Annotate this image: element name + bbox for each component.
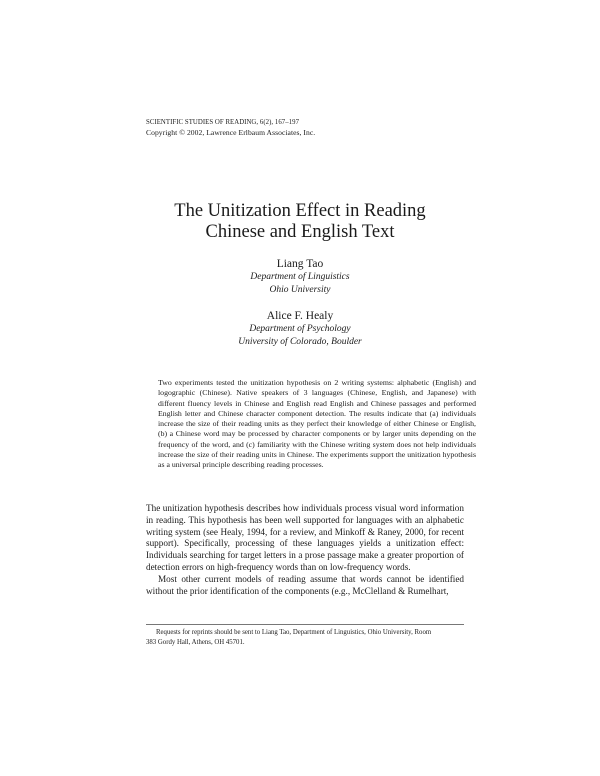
- body-text: [146, 503, 464, 597]
- journal-citation: SCIENTIFIC STUDIES OF READING, 6(2), 167–197: [146, 119, 300, 126]
- footnote: [146, 628, 468, 647]
- journal-header: [146, 118, 466, 138]
- author-department: Department of Psychology: [249, 324, 351, 334]
- footnote-line-1: Requests for reprints should be sent to Liang Tao, Department of Linguistics, Ohio University, Room: [156, 629, 432, 636]
- copyright-notice: Copyright © 2002, Lawrence Erlbaum Associates, Inc.: [146, 128, 316, 137]
- footnote-divider: [146, 624, 464, 625]
- author-department: Department of Linguistics: [250, 272, 350, 282]
- title-line-2: Chinese and English Text: [205, 222, 395, 242]
- body-paragraph-1: The unitization hypothesis describes how individuals process visual word information in reading. This hypothesis has been well supported for languages with an alphabetic writing system (see Healy, 1994, for a review, and Minkoff & Raney, 2000, for recent support). Specifically, processing of these languages yields a unitization effect: Individuals searching for target letters in a prose passage make a greater proportion of detection errors on high-frequency words than on low-frequency words.: [146, 503, 464, 572]
- author-institution: University of Colorado, Boulder: [238, 336, 362, 347]
- author-block-2: [100, 309, 500, 348]
- author-name: Liang Tao: [276, 258, 324, 270]
- body-paragraph-2: Most other current models of reading assume that words cannot be identified without the prior identification of the components (e.g., McClelland & Rumelhart,: [146, 573, 464, 596]
- author-institution: Ohio University: [269, 284, 331, 295]
- paper-title: [100, 201, 500, 243]
- title-line-1: The Unitization Effect in Reading: [174, 201, 426, 221]
- author-block-1: [100, 257, 500, 296]
- footnote-line-2: 383 Gordy Hall, Athens, OH 45701.: [146, 638, 245, 646]
- author-name: Alice F. Healy: [266, 310, 334, 322]
- abstract: Two experiments tested the unitization hypothesis on 2 writing systems: alphabetic (English) and logographic (Chinese). Native speakers of 3 languages (Chinese, English, and Japanese) with different fluency levels in Chinese and English read English and Chinese passages and performed English letter and Chinese character component detection. The results indicate that (a) individuals increase the size of their reading units as they perfect their knowledge of either Chinese or English, (b) a Chinese word may be processed by character components or by larger units depending on the frequency of the word, and (c) familiarity with the Chinese writing system does not help individuals increase the size of their reading units in Chinese. The experiments support the unitization hypothesis as a universal principle describing reading processes.: [158, 378, 476, 470]
